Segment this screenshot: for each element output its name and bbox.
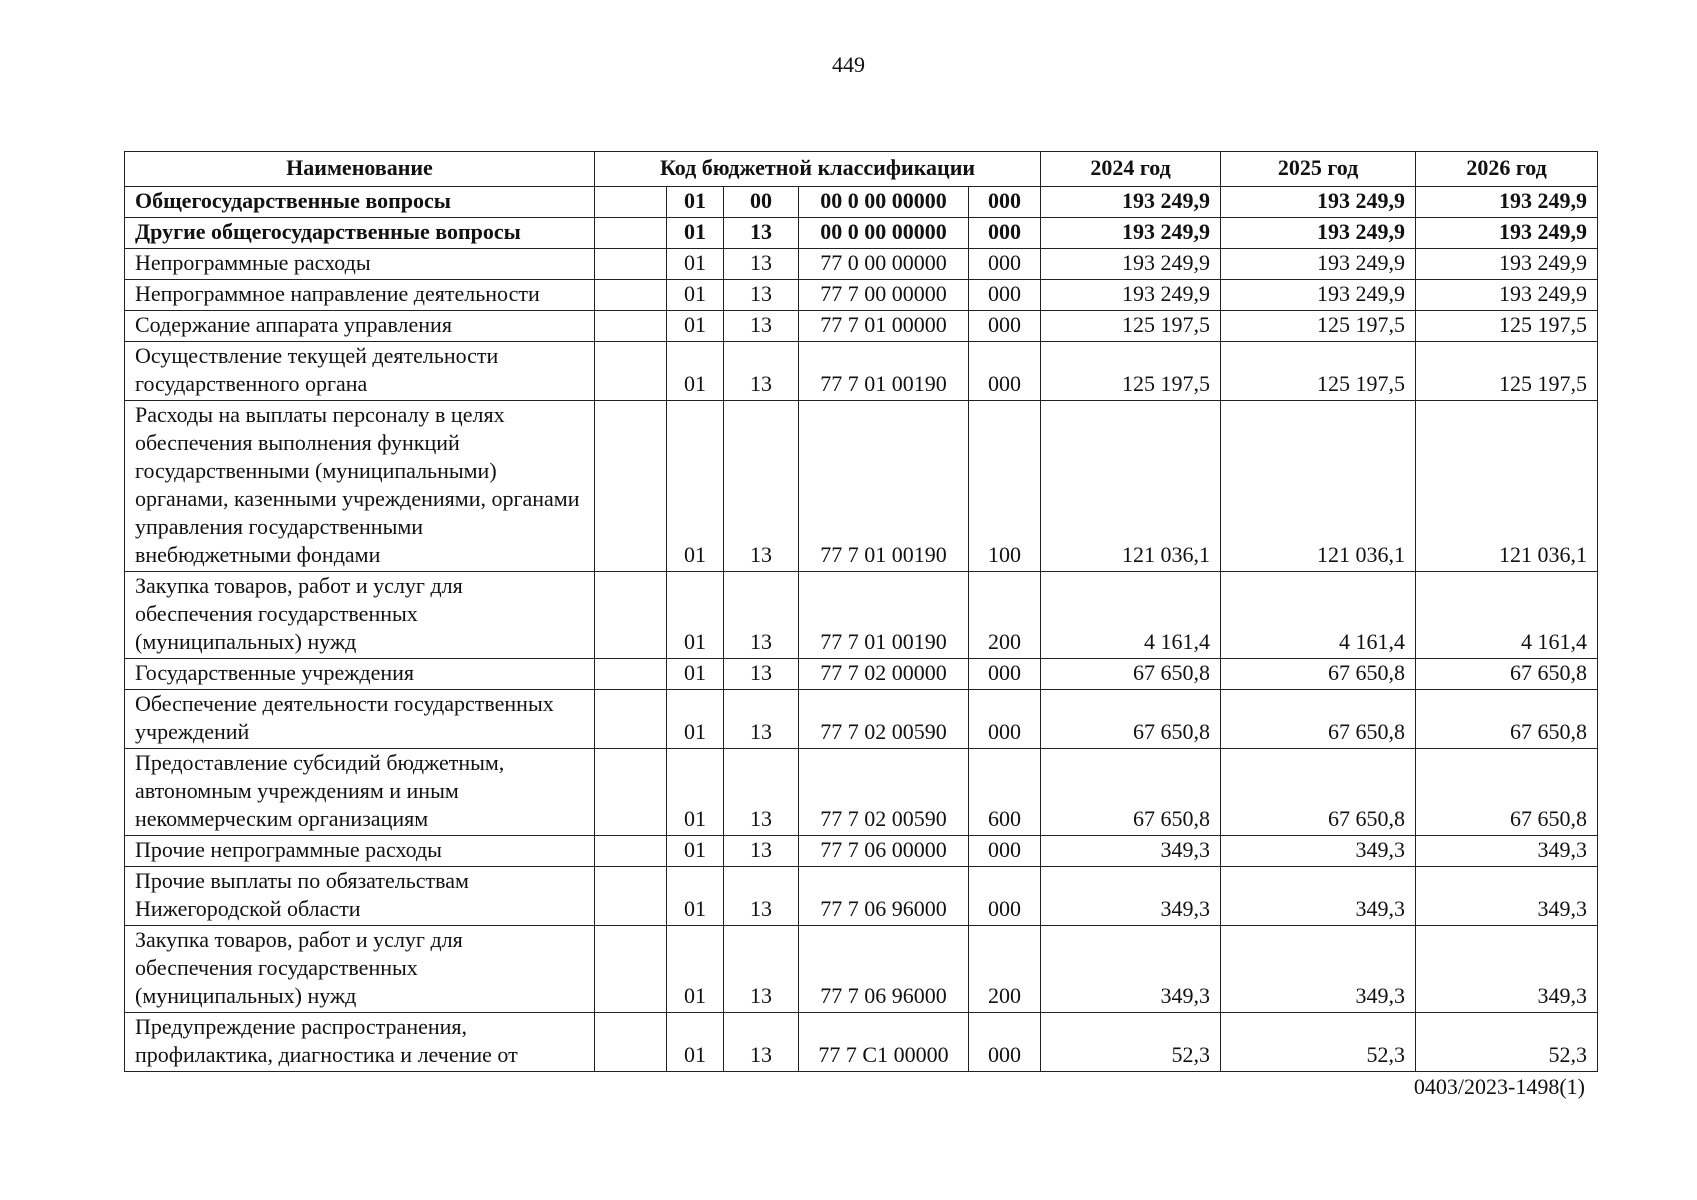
- cell-expense-type: 000: [969, 249, 1041, 280]
- cell-gap: [595, 401, 667, 572]
- cell-gap: [595, 187, 667, 218]
- header-2026: 2026 год: [1416, 152, 1598, 187]
- cell-section: 01: [667, 280, 724, 311]
- cell-section: 01: [667, 218, 724, 249]
- cell-2026: 67 650,8: [1416, 749, 1598, 836]
- cell-name: Расходы на выплаты персоналу в целях обеспечения выполнения функций государственными (муниципальными) органами, казенными учреждениями, органами управления государственными внебюджетными фондами: [125, 401, 595, 572]
- cell-2026: 125 197,5: [1416, 342, 1598, 401]
- cell-subsection: 13: [724, 659, 799, 690]
- cell-2026: 52,3: [1416, 1013, 1598, 1072]
- cell-2024: 349,3: [1041, 867, 1221, 926]
- cell-expense-type: 000: [969, 342, 1041, 401]
- cell-2025: 349,3: [1221, 836, 1416, 867]
- cell-2024: 121 036,1: [1041, 401, 1221, 572]
- cell-2024: 193 249,9: [1041, 187, 1221, 218]
- table-row: [125, 572, 1598, 659]
- cell-expense-type: 200: [969, 926, 1041, 1013]
- cell-section: 01: [667, 867, 724, 926]
- cell-2025: 193 249,9: [1221, 218, 1416, 249]
- cell-2024: 193 249,9: [1041, 218, 1221, 249]
- table-row: [125, 867, 1598, 926]
- page-number: 449: [832, 52, 865, 77]
- cell-expense-type: 100: [969, 401, 1041, 572]
- cell-gap: [595, 249, 667, 280]
- cell-name: Прочие непрограммные расходы: [125, 836, 595, 867]
- cell-2024: 193 249,9: [1041, 280, 1221, 311]
- cell-gap: [595, 311, 667, 342]
- cell-target-code: 77 7 06 96000: [799, 926, 969, 1013]
- cell-2026: 67 650,8: [1416, 690, 1598, 749]
- cell-name: Предупреждение распространения, профилактика, диагностика и лечение от: [125, 1013, 595, 1072]
- cell-section: 01: [667, 749, 724, 836]
- cell-subsection: 13: [724, 572, 799, 659]
- cell-2026: 193 249,9: [1416, 187, 1598, 218]
- cell-target-code: 77 7 02 00590: [799, 690, 969, 749]
- cell-2025: 193 249,9: [1221, 249, 1416, 280]
- table-row: [125, 659, 1598, 690]
- cell-subsection: 13: [724, 690, 799, 749]
- cell-name: Предоставление субсидий бюджетным, автономным учреждениям и иным некоммерческим организациям: [125, 749, 595, 836]
- cell-2025: 125 197,5: [1221, 311, 1416, 342]
- cell-section: 01: [667, 659, 724, 690]
- table-row: [125, 401, 1598, 572]
- cell-gap: [595, 659, 667, 690]
- cell-target-code: 77 7 01 00190: [799, 401, 969, 572]
- table-row: [125, 218, 1598, 249]
- cell-2024: 349,3: [1041, 926, 1221, 1013]
- cell-subsection: 13: [724, 249, 799, 280]
- cell-section: 01: [667, 401, 724, 572]
- cell-2026: 193 249,9: [1416, 218, 1598, 249]
- cell-subsection: 13: [724, 867, 799, 926]
- cell-target-code: 77 7 01 00000: [799, 311, 969, 342]
- cell-subsection: 13: [724, 311, 799, 342]
- cell-section: 01: [667, 572, 724, 659]
- cell-expense-type: 000: [969, 867, 1041, 926]
- cell-name: Другие общегосударственные вопросы: [125, 218, 595, 249]
- cell-target-code: 00 0 00 00000: [799, 187, 969, 218]
- cell-2025: 349,3: [1221, 867, 1416, 926]
- cell-target-code: 77 7 00 00000: [799, 280, 969, 311]
- cell-expense-type: 000: [969, 187, 1041, 218]
- cell-target-code: 77 7 02 00000: [799, 659, 969, 690]
- cell-2026: 121 036,1: [1416, 401, 1598, 572]
- cell-gap: [595, 218, 667, 249]
- cell-section: 01: [667, 342, 724, 401]
- cell-2024: 125 197,5: [1041, 311, 1221, 342]
- cell-2025: 67 650,8: [1221, 659, 1416, 690]
- table-row: [125, 342, 1598, 401]
- cell-2026: 349,3: [1416, 867, 1598, 926]
- table-row: [125, 749, 1598, 836]
- cell-name: Содержание аппарата управления: [125, 311, 595, 342]
- cell-gap: [595, 749, 667, 836]
- table-row: [125, 690, 1598, 749]
- cell-expense-type: 000: [969, 1013, 1041, 1072]
- cell-2024: 4 161,4: [1041, 572, 1221, 659]
- cell-subsection: 13: [724, 218, 799, 249]
- table-row: [125, 249, 1598, 280]
- cell-2024: 67 650,8: [1041, 690, 1221, 749]
- cell-section: 01: [667, 1013, 724, 1072]
- cell-subsection: 13: [724, 280, 799, 311]
- cell-2025: 67 650,8: [1221, 690, 1416, 749]
- cell-section: 01: [667, 187, 724, 218]
- cell-2026: 4 161,4: [1416, 572, 1598, 659]
- cell-2025: 67 650,8: [1221, 749, 1416, 836]
- cell-2026: 125 197,5: [1416, 311, 1598, 342]
- table-row: [125, 311, 1598, 342]
- cell-gap: [595, 280, 667, 311]
- cell-expense-type: 600: [969, 749, 1041, 836]
- table-header-row: [125, 152, 1598, 187]
- cell-2025: 121 036,1: [1221, 401, 1416, 572]
- cell-section: 01: [667, 690, 724, 749]
- cell-subsection: 13: [724, 926, 799, 1013]
- cell-gap: [595, 836, 667, 867]
- cell-gap: [595, 867, 667, 926]
- header-name: Наименование: [125, 152, 595, 187]
- cell-2024: 193 249,9: [1041, 249, 1221, 280]
- cell-2024: 67 650,8: [1041, 659, 1221, 690]
- cell-name: Закупка товаров, работ и услуг для обеспечения государственных (муниципальных) нужд: [125, 926, 595, 1013]
- cell-name: Осуществление текущей деятельности государственного органа: [125, 342, 595, 401]
- cell-2024: 349,3: [1041, 836, 1221, 867]
- cell-subsection: 13: [724, 1013, 799, 1072]
- cell-2025: 52,3: [1221, 1013, 1416, 1072]
- header-2025: 2025 год: [1221, 152, 1416, 187]
- cell-2026: 67 650,8: [1416, 659, 1598, 690]
- table-body: [125, 187, 1598, 1072]
- cell-2024: 52,3: [1041, 1013, 1221, 1072]
- cell-gap: [595, 926, 667, 1013]
- cell-name: Государственные учреждения: [125, 659, 595, 690]
- cell-name: Непрограммное направление деятельности: [125, 280, 595, 311]
- cell-expense-type: 000: [969, 280, 1041, 311]
- cell-2026: 193 249,9: [1416, 249, 1598, 280]
- cell-target-code: 77 7 С1 00000: [799, 1013, 969, 1072]
- cell-target-code: 00 0 00 00000: [799, 218, 969, 249]
- cell-target-code: 77 7 06 00000: [799, 836, 969, 867]
- cell-target-code: 77 7 06 96000: [799, 867, 969, 926]
- cell-subsection: 13: [724, 836, 799, 867]
- cell-expense-type: 000: [969, 311, 1041, 342]
- cell-2024: 125 197,5: [1041, 342, 1221, 401]
- cell-name: Прочие выплаты по обязательствам Нижегородской области: [125, 867, 595, 926]
- cell-2026: 193 249,9: [1416, 280, 1598, 311]
- cell-gap: [595, 690, 667, 749]
- cell-gap: [595, 572, 667, 659]
- cell-section: 01: [667, 926, 724, 1013]
- cell-target-code: 77 0 00 00000: [799, 249, 969, 280]
- cell-subsection: 00: [724, 187, 799, 218]
- cell-expense-type: 000: [969, 836, 1041, 867]
- cell-2025: 193 249,9: [1221, 187, 1416, 218]
- cell-target-code: 77 7 01 00190: [799, 572, 969, 659]
- cell-gap: [595, 1013, 667, 1072]
- table-row: [125, 280, 1598, 311]
- document-code: 0403/2023-1498(1): [1413, 1074, 1585, 1099]
- cell-gap: [595, 342, 667, 401]
- cell-2026: 349,3: [1416, 836, 1598, 867]
- header-code: Код бюджетной классификации: [595, 152, 1041, 187]
- cell-section: 01: [667, 836, 724, 867]
- table-row: [125, 187, 1598, 218]
- table-row: [125, 926, 1598, 1013]
- cell-target-code: 77 7 01 00190: [799, 342, 969, 401]
- header-2024: 2024 год: [1041, 152, 1221, 187]
- cell-2024: 67 650,8: [1041, 749, 1221, 836]
- cell-expense-type: 200: [969, 572, 1041, 659]
- cell-section: 01: [667, 311, 724, 342]
- table-row: [125, 1013, 1598, 1072]
- cell-section: 01: [667, 249, 724, 280]
- cell-2025: 349,3: [1221, 926, 1416, 1013]
- cell-expense-type: 000: [969, 218, 1041, 249]
- cell-subsection: 13: [724, 342, 799, 401]
- cell-name: Обеспечение деятельности государственных учреждений: [125, 690, 595, 749]
- cell-2025: 4 161,4: [1221, 572, 1416, 659]
- cell-target-code: 77 7 02 00590: [799, 749, 969, 836]
- cell-subsection: 13: [724, 749, 799, 836]
- cell-2025: 193 249,9: [1221, 280, 1416, 311]
- cell-name: Общегосударственные вопросы: [125, 187, 595, 218]
- table-row: [125, 836, 1598, 867]
- cell-expense-type: 000: [969, 659, 1041, 690]
- cell-subsection: 13: [724, 401, 799, 572]
- cell-2026: 349,3: [1416, 926, 1598, 1013]
- cell-2025: 125 197,5: [1221, 342, 1416, 401]
- budget-table: [124, 151, 1598, 1072]
- cell-name: Непрограммные расходы: [125, 249, 595, 280]
- cell-expense-type: 000: [969, 690, 1041, 749]
- cell-name: Закупка товаров, работ и услуг для обеспечения государственных (муниципальных) нужд: [125, 572, 595, 659]
